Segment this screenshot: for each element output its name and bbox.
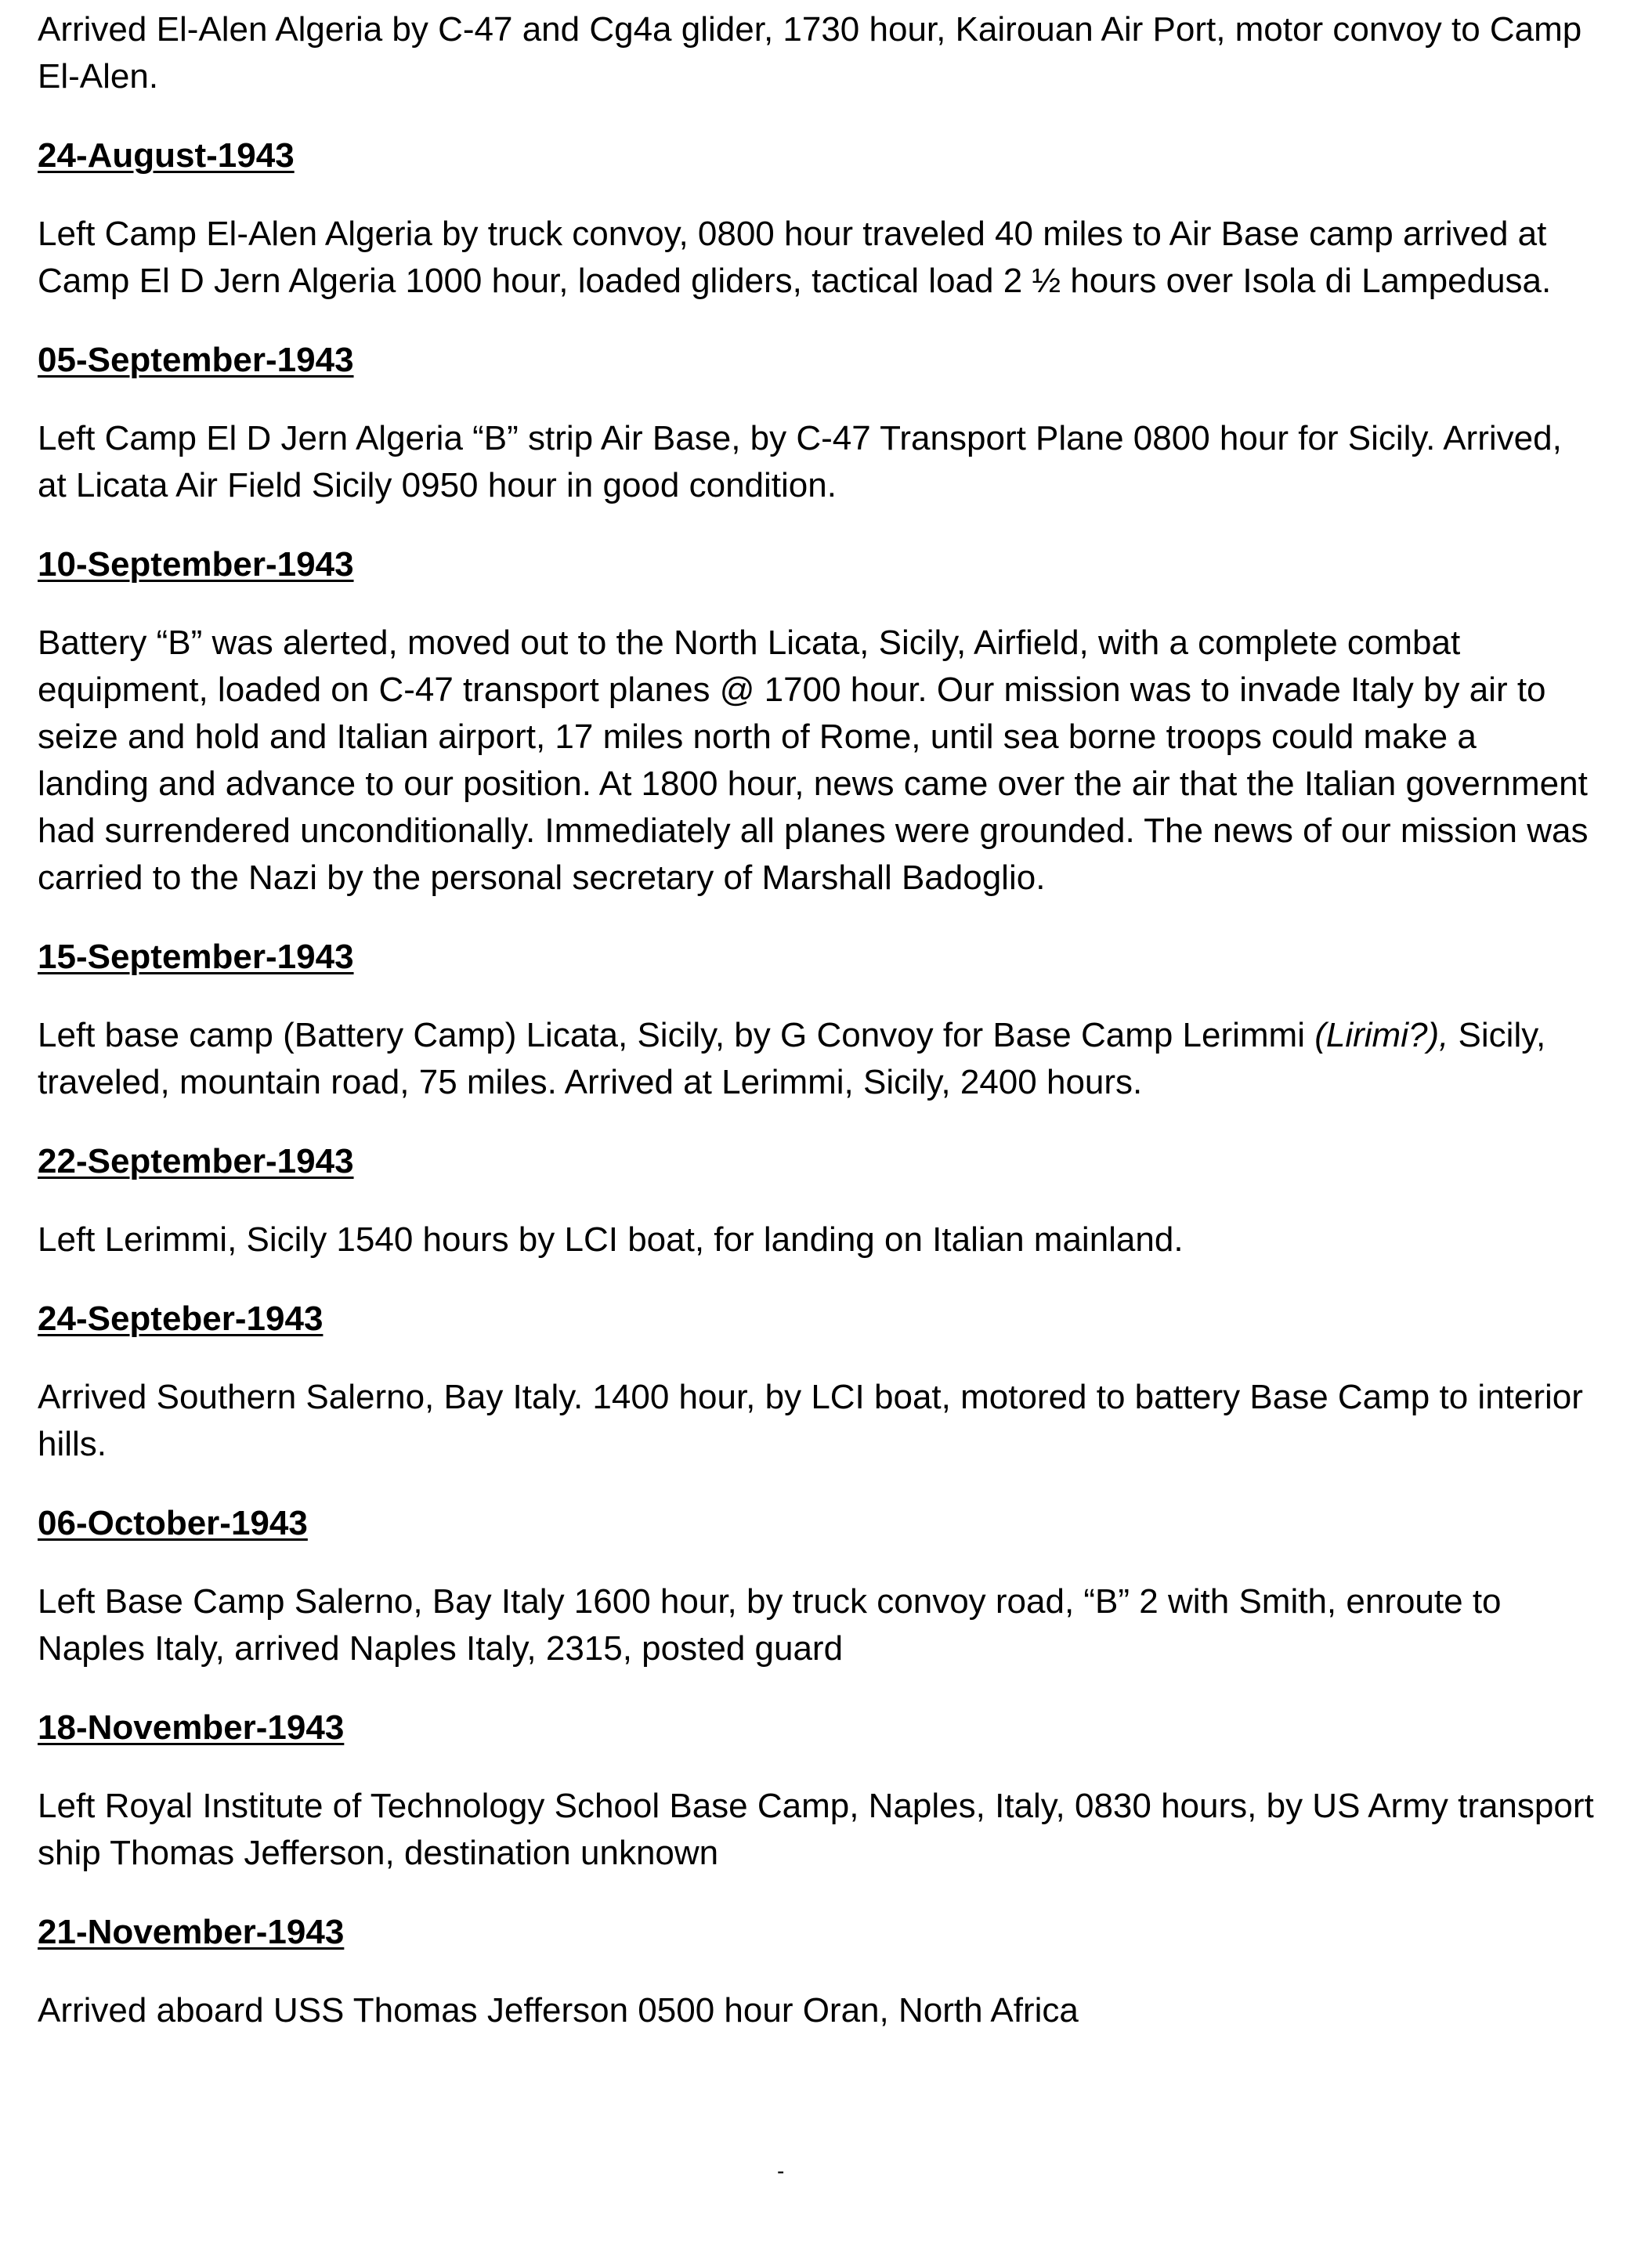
entry-text bbox=[38, 1012, 1596, 1106]
journal-entry-10 bbox=[38, 1909, 1596, 2034]
journal-entry-7 bbox=[38, 1296, 1596, 1468]
page-number-mark: - bbox=[777, 2159, 785, 2183]
document-page bbox=[38, 0, 1596, 2034]
entry-text: Arrived aboard USS Thomas Jefferson 0500 hour Oran, North Africa bbox=[38, 1991, 1079, 2030]
entry-text: Left Base Camp Salerno, Bay Italy 1600 hour, by truck convoy road, “B” 2 with Smith, enroute to Naples Italy, arrived Naples Italy, 2315, posted guard bbox=[38, 1582, 1502, 1668]
entry-text: Battery “B” was alerted, moved out to the North Licata, Sicily, Airfield, with a complete combat equipment, loaded on C-47 transport planes @ 1700 hour. Our mission was to invade Italy by air to seize and hold and Italian airport, 17 miles north of Rome, until sea borne troops could make a landing and advance to our position. At 1800 hour, news came over the air that the Italian government had surrendered unconditionally. Immediately all planes were grounded. The news of our mission was carried to the Nazi by the personal secretary of Marshall Badoglio. bbox=[38, 624, 1589, 897]
entry-text: Left Camp El-Alen Algeria by truck convoy, 0800 hour traveled 40 miles to Air Base camp arrived at Camp El D Jern Algeria 1000 hour, loaded gliders, tactical load 2 ½ hours over Isola di Lampedusa. bbox=[38, 215, 1552, 300]
intro-paragraph: Arrived El-Alen Algeria by C-47 and Cg4a glider, 1730 hour, Kairouan Air Port, motor convoy to Camp El-Alen. bbox=[38, 10, 1582, 96]
entry-text: Left Lerimmi, Sicily 1540 hours by LCI boat, for landing on Italian mainland. bbox=[38, 1220, 1184, 1259]
journal-entry-4 bbox=[38, 541, 1596, 902]
entry-date: 18-November-1943 bbox=[38, 1708, 345, 1747]
entry-date: 22-September-1943 bbox=[38, 1142, 354, 1180]
entry-date: 24-August-1943 bbox=[38, 136, 295, 175]
journal-entry-5 bbox=[38, 934, 1596, 1106]
entry-date: 21-November-1943 bbox=[38, 1913, 345, 1951]
entry-date: 24-Septeber-1943 bbox=[38, 1300, 324, 1338]
entry-text: Left Royal Institute of Technology School Base Camp, Naples, Italy, 0830 hours, by US Army transport ship Thomas Jefferson, destination unknown bbox=[38, 1787, 1594, 1872]
entry-date: 06-October-1943 bbox=[38, 1504, 308, 1542]
journal-entry-9 bbox=[38, 1704, 1596, 1877]
entry-note: (Lirimi?), bbox=[1314, 1016, 1449, 1054]
journal-entry-2 bbox=[38, 132, 1596, 305]
entry-date: 15-September-1943 bbox=[38, 938, 354, 976]
entry-date: 05-September-1943 bbox=[38, 341, 354, 379]
journal-entry-3 bbox=[38, 337, 1596, 509]
journal-entry-8 bbox=[38, 1500, 1596, 1672]
entry-text: Arrived Southern Salerno, Bay Italy. 1400 hour, by LCI boat, motored to battery Base Camp to interior hills. bbox=[38, 1378, 1583, 1463]
entry-date: 10-September-1943 bbox=[38, 545, 354, 584]
journal-entry-6 bbox=[38, 1138, 1596, 1263]
entry-text: Left Camp El D Jern Algeria “B” strip Air Base, by C-47 Transport Plane 0800 hour for Sicily. Arrived, at Licata Air Field Sicily 0950 hour in good condition. bbox=[38, 419, 1562, 504]
entry-text-part: Sicily, traveled, mountain road, 75 miles. Arrived at Lerimmi, Sicily, 2400 hours. bbox=[38, 1016, 1546, 1101]
entry-text-part: Left base camp (Battery Camp) Licata, Sicily, by G Convoy for Base Camp Lerimmi bbox=[38, 1016, 1315, 1054]
